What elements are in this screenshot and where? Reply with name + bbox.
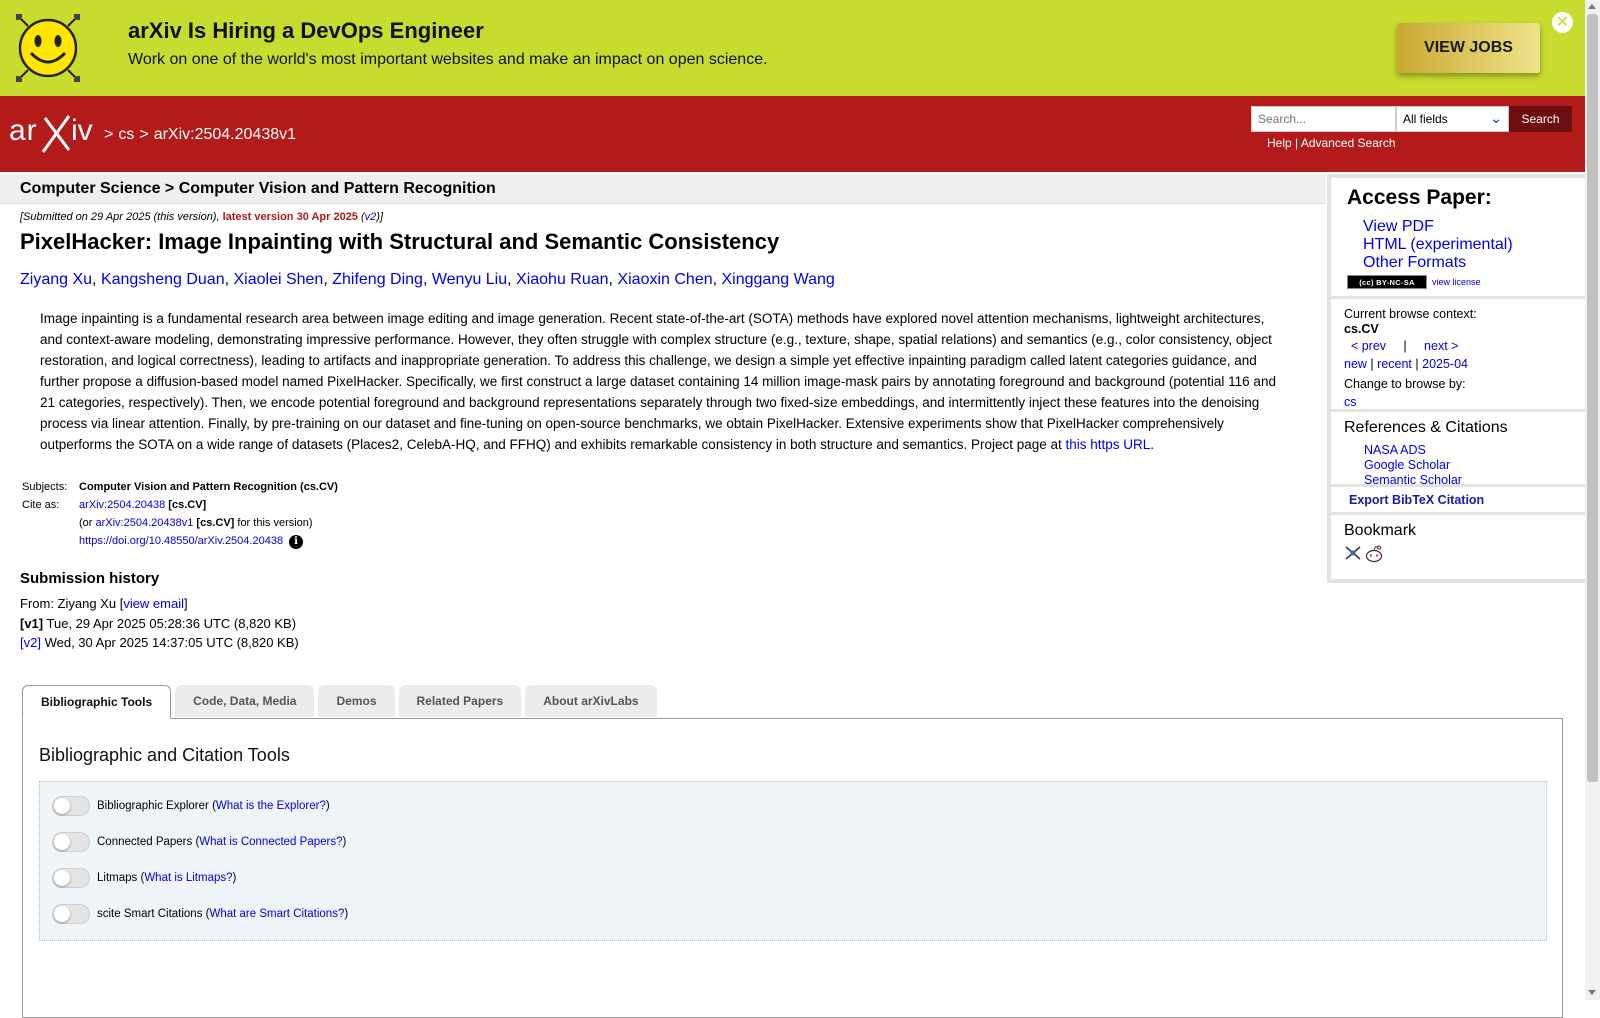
labs-tabs (22, 685, 661, 719)
nav-sep: | (1403, 339, 1407, 353)
tool-row-explorer: Bibliographic Explorer ( What is the Explorer? ) (52, 796, 330, 816)
advanced-search-link[interactable]: Advanced Search (1300, 136, 1396, 150)
tool-row-scite: scite Smart Citations ( What are Smart Citations? ) (52, 904, 348, 924)
cite-v1-category: [cs.CV] (196, 517, 235, 529)
chevron-down-icon: ⌄ (1490, 110, 1502, 126)
google-scholar-link[interactable]: Google Scholar (1364, 458, 1451, 472)
view-pdf-link[interactable]: View PDF (1363, 218, 1434, 235)
v1-date: Tue, 29 Apr 2025 05:28:36 UTC (8,820 KB) (43, 615, 297, 631)
svg-text:ar: ar (9, 114, 38, 147)
tool-help-link[interactable]: What is Connected Papers? (199, 836, 343, 848)
license (1347, 275, 1481, 289)
litmaps-toggle[interactable] (52, 868, 90, 888)
tool-label: Connected Papers (97, 836, 193, 848)
nav-sep: | (1370, 357, 1374, 371)
dateline-prefix: [Submitted on 29 Apr 2025 (this version), (20, 211, 223, 223)
or-open: (or (79, 517, 96, 529)
export-box (1331, 487, 1585, 512)
scroll-down-icon[interactable] (1588, 990, 1596, 995)
browse-context-label: Current browse context: (1344, 307, 1477, 321)
next-link[interactable]: next > (1424, 339, 1459, 353)
author-link[interactable]: Kangsheng Duan (100, 271, 225, 288)
author-link[interactable]: Xinggang Wang (721, 271, 835, 288)
tab-bibliographic-tools[interactable]: Bibliographic Tools (22, 685, 171, 719)
tool-row-litmaps: Litmaps ( What is Litmaps? ) (52, 868, 236, 888)
breadcrumb-paper-id: arXiv:2504.20438v1 (153, 126, 297, 143)
access-links (1363, 218, 1513, 272)
site-header (0, 96, 1585, 172)
browse-cs-link[interactable]: cs (1344, 395, 1357, 409)
bibsonomy-icon[interactable] (1344, 545, 1362, 561)
cite-label: Cite as: (22, 499, 60, 511)
paper-title: PixelHacker: Image Inpainting with Structural and Semantic Consistency (20, 229, 780, 254)
reddit-icon[interactable] (1364, 545, 1384, 563)
doi-link[interactable]: https://doi.org/10.48550/arXiv.2504.20438 (79, 535, 284, 547)
author-link[interactable]: Zhifeng Ding (332, 271, 423, 288)
prev-link[interactable]: < prev (1350, 339, 1387, 353)
help-link[interactable]: Help (1267, 136, 1292, 150)
semantic-scholar-link[interactable]: Semantic Scholar (1364, 473, 1462, 487)
project-page-link[interactable]: this https URL (1065, 437, 1151, 452)
abstract (40, 308, 1290, 455)
tab-related-papers[interactable]: Related Papers (399, 685, 522, 717)
latest-version: latest version 30 Apr 2025 (222, 211, 358, 223)
tab-code-data-media[interactable]: Code, Data, Media (175, 685, 314, 717)
author-link[interactable]: Wenyu Liu (431, 271, 508, 288)
v2-link[interactable]: v2 (364, 211, 377, 223)
help-sep: | (1295, 136, 1299, 150)
page-scrollbar[interactable] (1585, 0, 1600, 1000)
scite-toggle[interactable] (52, 904, 90, 924)
other-formats-link[interactable]: Other Formats (1363, 254, 1467, 271)
info-icon[interactable]: i (289, 535, 303, 549)
tool-help-link[interactable]: What is Litmaps? (144, 872, 233, 884)
connected-papers-toggle[interactable] (52, 832, 90, 852)
subjects-label: Subjects: (22, 481, 68, 493)
access-paper-box (1331, 178, 1585, 296)
v2-date: Wed, 30 Apr 2025 14:37:05 UTC (8,820 KB) (40, 635, 299, 650)
html-experimental-link[interactable]: HTML (experimental) (1363, 236, 1513, 253)
cite-v1-link[interactable]: arXiv:2504.20438v1 (95, 517, 194, 529)
dateline-open: ( (357, 211, 365, 223)
sidebar (1327, 174, 1585, 583)
submission-history (20, 594, 299, 653)
smiley-logo-icon (14, 13, 82, 83)
export-bibtex-link[interactable]: Export BibTeX Citation (1349, 493, 1485, 507)
tool-label: Bibliographic Explorer (97, 800, 209, 812)
prev-next-nav (1344, 339, 1458, 353)
subject-breadcrumb: Computer Science > Computer Vision and Pattern Recognition (20, 180, 496, 197)
search-button[interactable]: Search (1509, 106, 1572, 132)
subjects-value: Computer Vision and Pattern Recognition (cs.CV) (79, 481, 338, 493)
cc-icon: (cc) (1359, 277, 1377, 287)
references-title: References & Citations (1344, 419, 1508, 436)
tab-panel (22, 718, 1563, 1018)
nasa-ads-link[interactable]: NASA ADS (1364, 443, 1426, 457)
v2-history-link[interactable]: [v2] (20, 635, 41, 650)
banner-title: arXiv Is Hiring a DevOps Engineer (128, 18, 484, 43)
tool-help-link[interactable]: What is the Explorer? (215, 800, 326, 812)
author-link[interactable]: Xiaoxin Chen (617, 271, 713, 288)
breadcrumb-sep: > (139, 126, 149, 143)
access-paper-title: Access Paper: (1347, 186, 1492, 209)
close-banner-icon[interactable]: ✕ (1552, 12, 1573, 33)
dateline-close: )] (376, 211, 384, 223)
breadcrumb-sep: > (104, 126, 114, 143)
tab-demos[interactable]: Demos (318, 685, 394, 717)
bookmark-box (1331, 515, 1585, 579)
submission-history-title: Submission history (20, 570, 160, 587)
author-list: Ziyang Xu, Kangsheng Duan, Xiaolei Shen, Zhifeng Ding, Wenyu Liu, Xiaohu Ruan, Xiaoxin Chen, Xinggang Wang (20, 271, 835, 288)
references-box (1331, 412, 1585, 487)
tool-list (39, 781, 1547, 941)
license-badge-text: BY-NC-SA (1376, 277, 1415, 287)
search-field-value: All fields (1403, 112, 1448, 126)
submission-dateline (20, 211, 383, 223)
for-version: for this version) (234, 517, 313, 529)
listing-nav (1344, 357, 1468, 371)
new-link[interactable]: new (1344, 357, 1367, 371)
from-text: From: Ziyang Xu [ (20, 596, 124, 611)
help-links (1267, 136, 1396, 150)
browse-context-value: cs.CV (1344, 322, 1379, 336)
author-link[interactable]: Ziyang Xu (20, 271, 93, 288)
view-email-link[interactable]: view email (123, 596, 184, 611)
abstract-end: . (1150, 437, 1155, 452)
from-end: ] (184, 596, 188, 611)
scroll-thumb[interactable] (1587, 14, 1598, 782)
bookmark-title: Bookmark (1344, 522, 1417, 539)
author-link[interactable]: Xiaolei Shen (233, 271, 324, 288)
metadata-table (20, 479, 342, 553)
tab-about-arxivlabs[interactable]: About arXivLabs (525, 685, 656, 717)
cc-license-badge[interactable] (1347, 275, 1427, 289)
browse-context-box (1331, 299, 1585, 409)
breadcrumb (104, 126, 301, 144)
tool-row-connected-papers: Connected Papers ( What is Connected Papers? ) (52, 832, 346, 852)
view-jobs-button[interactable]: VIEW JOBS (1397, 23, 1540, 73)
svg-text:iv: iv (71, 114, 93, 147)
search-input[interactable] (1251, 106, 1396, 132)
panel-title: Bibliographic and Citation Tools (39, 745, 290, 765)
view-license-link[interactable]: view license (1432, 277, 1481, 287)
hiring-banner (0, 0, 1585, 96)
scroll-up-icon[interactable] (1588, 4, 1596, 9)
bookmark-icons (1344, 545, 1384, 563)
v1-label: [v1] (20, 615, 44, 631)
search-field-select[interactable] (1396, 106, 1509, 132)
change-browse-label: Change to browse by: (1344, 377, 1466, 391)
banner-subtitle: Work on one of the world's most important websites and make an impact on open science. (128, 51, 768, 68)
tool-label: Litmaps (97, 872, 138, 884)
tool-label: scite Smart Citations (97, 908, 203, 920)
cite-id-link[interactable]: arXiv:2504.20438 (79, 499, 166, 511)
breadcrumb-cs[interactable]: cs (118, 126, 135, 143)
arxiv-logo[interactable] (9, 110, 101, 154)
explorer-toggle[interactable] (52, 796, 90, 816)
nav-sep: | (1415, 357, 1419, 371)
tool-help-link[interactable]: What are Smart Citations? (209, 908, 345, 920)
author-link[interactable]: Xiaohu Ruan (516, 271, 609, 288)
cite-category: [cs.CV] (168, 499, 207, 511)
recent-link[interactable]: recent (1377, 357, 1412, 371)
month-link[interactable]: 2025-04 (1422, 357, 1468, 371)
abstract-text: Image inpainting is a fundamental research area between image editing and image generation. Recent state-of-the-art (SOTA) methods have explored novel attention mechanisms, lightweight architectures, and context-aware modeling, demonstrating impressive performance. However, they often struggle with complex structure (e.g., texture, shape, spatial relations) and semantics (e.g., color consistency, object restoration, and logical correctness), leading to artifacts and inappropriate generation. To address this challenge, we design a simple yet effective inpainting paradigm called latent categories guidance, and further propose a diffusion-based model named PixelHacker. Specifically, we first construct a large dataset containing 14 million image-mask pairs by annotating foreground and background (potential 116 and 21 categories, respectively). Then, we encode potential foreground and background representations separately through two fixed-size embeddings, and intermittently inject these features into the denoising process via linear attention. Finally, by pre-training on our dataset and fine-tuning on open-source benchmarks, we obtain PixelHacker. Extensive experiments show that PixelHacker comprehensively outperforms the SOTA on a wide range of datasets (Places2, CelebA-HQ, and FFHQ) and exhibits remarkable consistency in both structure and semantics. Project page at (40, 311, 1276, 452)
references-links (1364, 443, 1462, 488)
subject-bar (0, 174, 1326, 204)
